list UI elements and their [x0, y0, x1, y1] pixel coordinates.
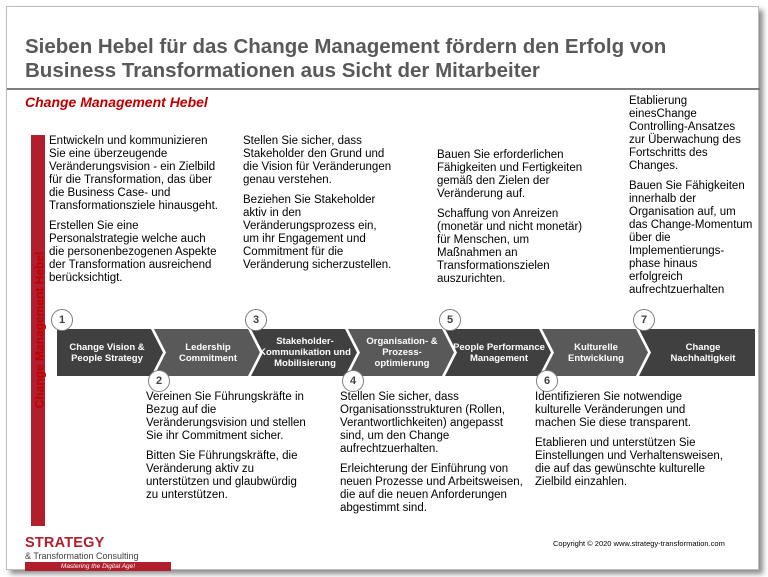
- lever-4-paragraph-2: Erleichterung der Einführung von neuen Prozesse und Arbeitsweisen, die auf die neuen Anforderungen abgestimmt sind.: [340, 463, 523, 514]
- step-number-5: 5: [439, 309, 461, 331]
- step-number-1: 1: [51, 309, 73, 331]
- lever-6-paragraph-1: Identifizieren Sie notwendige kulturelle Veränderungen und machen Sie diese transparent.: [535, 391, 691, 429]
- lever-band: [57, 329, 755, 376]
- logo-tagline: Mastering the Digital Age!: [25, 562, 171, 571]
- lever-text-2: [146, 391, 306, 509]
- lever-5-paragraph-2: Schaffung von Anreizen (monetär und nicht monetär) für Menschen, um Maßnahmen an Transformationszielen auszurichten.: [437, 208, 583, 285]
- lever-3-paragraph-1: Stellen Sie sicher, dass Stakeholder den Grund und die Vision für Veränderungen genau verstehen.: [243, 135, 392, 186]
- lever-4-paragraph-1: Stellen Sie sicher, dass Organisationsstrukturen (Rollen, Verantwortlichkeiten) angepasst sind, um den Change aufrechtzuerhalten.: [340, 391, 505, 455]
- page-title: Sieben Hebel für das Change Management fördern den Erfolg von Business Transformationen aus Sicht der Mitarbeiter: [25, 35, 667, 82]
- logo-sub-text: & Transformation Consulting: [25, 551, 139, 561]
- lever-text-1: [49, 135, 219, 292]
- lever-6-paragraph-2: Etablieren und unterstützen Sie Einstellungen und Verhaltensweisen, die auf das gewünschte kulturelle Zielbild einzahlen.: [535, 437, 723, 488]
- step-number-6: 6: [536, 370, 558, 392]
- lever-text-7: [629, 95, 753, 304]
- segment-label-1: Change Vision & People Strategy: [69, 341, 145, 364]
- step-number-4: 4: [342, 370, 364, 392]
- lever-5-paragraph-1: Bauen Sie erforderlichen Fähigkeiten und Fertigkeiten gemäß den Zielen der Veränderung auf.: [437, 149, 583, 200]
- segment-label-6: Kulturelle Entwicklung: [568, 341, 624, 364]
- step-number-3: 3: [245, 309, 267, 331]
- lever-1-paragraph-2: Erstellen Sie eine Personalstrategie welche auch die personenbezogenen Aspekte der Transformation ausreichend berücksichtigt.: [49, 220, 217, 284]
- segment-label-7: Change Nachhaltigkeit: [670, 341, 736, 364]
- segment-label-2: Ledership Commitment: [178, 341, 238, 364]
- lever-3-paragraph-2: Beziehen Sie Stakeholder aktiv in den Veränderungsprozess ein, um ihr Engagement und Commitment für die Veränderung sicherzustellen.: [243, 194, 392, 271]
- logo-main-text: STRATEGY: [25, 535, 105, 551]
- lever-text-4: [340, 391, 525, 522]
- slide: [6, 6, 759, 570]
- lever-2-paragraph-1: Vereinen Sie Führungskräfte in Bezug auf die Veränderungsvision und stellen Sie ihr Commitment sicher.: [146, 391, 306, 442]
- lever-7-paragraph-1: Etablierung einesChange Controlling-Ansatzes zur Überwachung des Fortschritts des Changes.: [629, 95, 741, 172]
- segment-label-3: Stakeholder-Kommunikation und Mobilisierung: [259, 336, 351, 369]
- copyright-text: Copyright © 2020 www.strategy-transformation.com: [553, 539, 725, 548]
- segment-label-4: Organisation- & Prozess-optimierung: [366, 336, 438, 369]
- lever-text-5: [437, 149, 589, 293]
- step-number-7: 7: [633, 309, 655, 331]
- lever-2-paragraph-2: Bitten Sie Führungskräfte, die Veränderung aktiv zu unterstützen und glaubwürdig zu unterstützen.: [146, 450, 298, 501]
- title-divider: [7, 88, 760, 90]
- lever-7-paragraph-2: Bauen Sie Fähigkeiten innerhalb der Organisation auf, um das Change-Momentum über die Implementierungs-phase hinaus erfolgreich aufrechtzuerhalten: [629, 180, 753, 296]
- lever-1-paragraph-1: Entwickeln und kommunizieren Sie eine überzeugende Veränderungsvision - ein Zielbild für die Transformation, das über die Business Case- und Transformationsziele hinausgeht.: [49, 135, 218, 212]
- lever-text-3: [243, 135, 393, 279]
- section-subtitle: Change Management Hebel: [25, 94, 208, 110]
- vertical-label-text: Change Management Hebel: [32, 251, 47, 409]
- step-number-2: 2: [148, 370, 170, 392]
- company-logo: [25, 535, 171, 571]
- segment-label-5: People Performance Management: [453, 341, 545, 364]
- lever-text-6: [535, 391, 725, 496]
